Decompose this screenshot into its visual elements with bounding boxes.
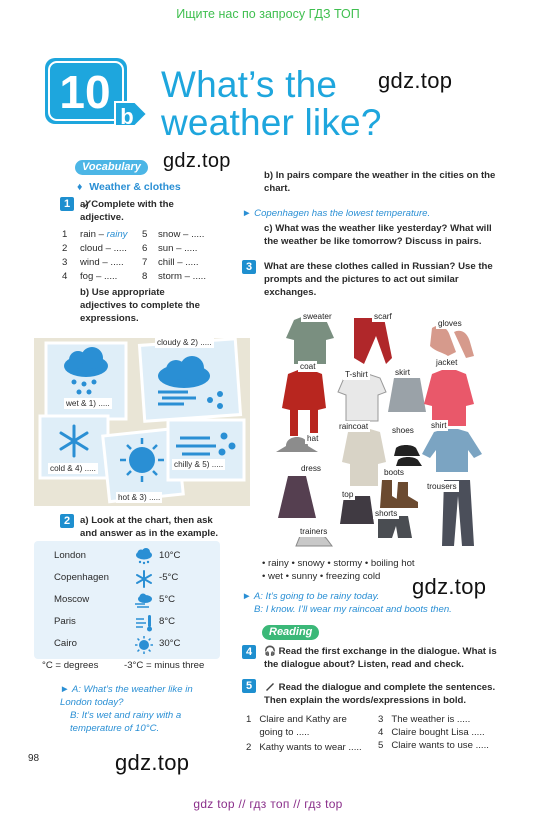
sun-icon [133,635,155,655]
card-label-hot: hot & 3) ..... [118,493,161,502]
arrow-icon: ► [242,208,255,219]
watermark: gdz.top [378,68,453,93]
chart-temp: 30°C [159,638,181,649]
chart-city: Paris [54,616,76,627]
chart-row [54,547,214,567]
word-num: 5 [142,229,148,240]
wind-cloud-card [139,339,240,422]
clothes-label-top: top [342,490,354,499]
word: fog – ..... [80,270,118,282]
sentence-item [378,714,508,727]
example-a-text: A: It’s going to be rainy today. [253,591,380,602]
section-heading [77,180,181,194]
clothes-label-shirt: shirt [431,421,447,430]
word-num: 7 [142,256,148,268]
word: rain – [80,229,107,240]
shoes-image [394,445,422,466]
exercise-number: 2 [60,514,74,528]
sentence-num: 3 [378,714,384,725]
clothes-label-shoes: shoes [392,426,414,435]
unit-number: 10 [59,66,111,118]
sentence-text: The weather is ..... [391,714,471,725]
clothes-label-tshirt: T-shirt [345,370,368,379]
exercise-number: 3 [242,260,256,274]
exercise-3-number-wrap [242,260,256,275]
ex2-example [60,684,210,736]
ex5-instruction [264,680,504,708]
word: snow – ..... [158,229,205,240]
chart-row [54,613,214,633]
ex4-instruction [264,646,504,672]
ex2a-instruction: a) Look at the chart, then ask and answer as in the example. [80,515,219,539]
ex4-text: Read the first exchange in the dialogue. What is the dialogue about? Listen, read and check. [264,646,497,670]
sentence-num: 1 [246,714,252,725]
reading-tab [262,625,319,640]
clothes-label-scarf: scarf [374,312,392,321]
clothes-label-trainers: trainers [300,527,328,536]
card-label-cloudy: cloudy & 2) ..... [157,338,212,347]
card-label-cold: cold & 4) ..... [50,464,96,473]
example-line-a [60,684,210,710]
chart-city: Copenhagen [54,572,109,583]
clothes-label-coat: coat [300,362,316,371]
degrees-note-a: °C = degrees [42,660,99,671]
chilly-card [168,420,244,480]
chart-temp: 10°C [159,550,181,561]
clothes-label-raincoat: raincoat [339,422,369,431]
snowflake-icon [133,569,155,589]
ex3-example [242,591,492,617]
section-heading-text: Weather & clothes [89,181,181,193]
ex5-text: Read the dialogue and complete the sentences. Then explain the words/expressions in bold. [264,682,496,706]
ex1b-instruction: b) Use appropriate adjectives to complete the expressions. [80,287,200,324]
chart-temp: 5°C [159,594,176,605]
example-line-b: B: I know. I’ll wear my raincoat and boots then. [254,603,452,615]
word-num: 2 [62,242,68,254]
unit-badge [43,56,153,138]
sentence-text: Claire wants to use ..... [391,739,489,751]
unit-letter: b [120,104,134,129]
raincoat-image [342,429,386,486]
sentence-item [246,742,376,755]
prompts-line-1: • rainy • snowy • stormy • boiling hot [262,558,415,569]
clothes-label-sweater: sweater [303,312,332,321]
dress-image [278,476,316,518]
shorts-image [378,516,412,538]
clothes-label-dress: dress [301,464,322,473]
word-answer: rainy [106,229,128,240]
exercise-number: 1 [60,197,74,211]
ex2b-instruction: b) In pairs compare the weather in the cities on the chart. [264,170,496,194]
sentence-item [246,714,376,740]
exercise-number: 4 [242,645,256,659]
sentence-list-left [246,714,376,755]
vocabulary-label: Vocabulary [75,160,148,175]
word: sun – ..... [158,242,198,254]
chart-row [54,569,214,589]
ex3-instruction: What are these clothes called in Russian? Use the prompts and the pictures to act out similar exchanges. [264,261,493,298]
tshirt-image [338,374,386,421]
ex1a-instruction: a) Complete with the adjective. [80,199,174,223]
clothes-label-boots: boots [384,468,405,477]
degrees-note-b: -3°C = minus three [124,660,205,671]
page-title [161,66,382,142]
sentence-num: 4 [378,726,384,738]
sentence-text: Claire and Kathy are going to ..... [259,714,347,738]
ex2b-example [242,208,502,221]
word-num: 3 [62,256,68,268]
clothes-label-jacket: jacket [436,358,458,367]
watermark: gdz.top [163,150,231,172]
chart-row [54,591,214,611]
chart-temp: -5°C [159,572,179,583]
title-line-2: weather like? [161,102,382,143]
example-line-a [242,591,492,604]
word: chill – ..... [158,256,199,268]
word: wind – ..... [80,256,124,268]
sentence-item [378,740,508,753]
example-a-text: A: What’s the weather like in London today? [60,684,193,708]
bottom-links[interactable]: gdz top // гдз топ // гдз top [193,797,343,811]
word: storm – ..... [158,270,206,282]
reading-label: Reading [262,625,319,640]
vocabulary-tab [75,160,148,175]
wind-cloud-icon [133,591,155,611]
exercise-2-number-wrap [60,514,74,529]
clothes-label-hat: hat [307,434,319,443]
gloves-image [430,326,474,358]
watermark: gdz.top [115,750,190,775]
cold-thermometer-icon [133,613,155,633]
top-banner: Ищите нас по запросу ГДЗ ТОП [176,7,360,21]
boots-image [380,480,418,508]
chart-city: Moscow [54,594,90,605]
word: cloud – ..... [80,242,127,254]
clothes-label-trousers: trousers [427,482,457,491]
title-line-1: What’s the [161,64,338,105]
exercise-5-number-wrap [242,679,256,694]
chart-city: Cairo [54,638,77,649]
watermark: gdz.top [412,574,487,599]
top-image [340,496,374,524]
weather-chart [34,541,220,659]
chart-city: London [54,550,87,561]
sentence-text: Kathy wants to wear ..... [259,741,362,753]
sentence-num: 2 [246,741,252,753]
sentence-list-right [378,714,508,753]
word-num: 6 [142,242,148,254]
chart-temp: 8°C [159,616,176,627]
coat-image [282,370,326,436]
rain-cloud-icon [133,547,155,567]
arrow-icon: ► [242,591,254,602]
card-label-wet: wet & 1) ..... [66,399,110,408]
chart-row [54,635,214,655]
ex2b-example-text: Copenhagen has the lowest temperature. [254,208,431,219]
adjective-table [62,229,212,285]
sweater-image [286,316,334,364]
card-label-chilly: chilly & 5) ..... [174,460,224,469]
sentence-text: Claire bought Lisa ..... [391,726,485,738]
word-num: 8 [142,270,148,282]
exercise-4-number-wrap [242,645,256,660]
clothes-label-skirt: skirt [395,368,411,377]
page-number: 98 [28,753,40,764]
diamond-icon: ♦ [77,181,83,193]
jacket-image [424,370,474,426]
word-num: 1 [62,229,68,240]
prompts-line-2: • wet • sunny • freezing cold [262,570,381,582]
example-line-b: B: It’s wet and rainy with a temperature of 10°C. [70,709,182,734]
word-num: 4 [62,270,68,282]
clothes-label-gloves: gloves [438,319,462,328]
shirt-image [422,429,482,472]
weather-cards-collage [34,338,250,506]
sentence-item [378,727,508,740]
exercise-number: 5 [242,679,256,693]
sentence-num: 5 [378,739,384,751]
pencil-icon [264,680,276,692]
headphones-icon: 🎧 [264,646,279,657]
weather-prompts [262,558,502,584]
clothes-label-shorts: shorts [375,509,398,518]
arrow-icon: ► [60,684,72,695]
skirt-image [388,378,426,412]
ex2c-instruction: c) What was the weather like yesterday? What will the weather be like tomorrow? Discuss in pairs. [264,223,492,247]
scarf-image [354,318,392,364]
